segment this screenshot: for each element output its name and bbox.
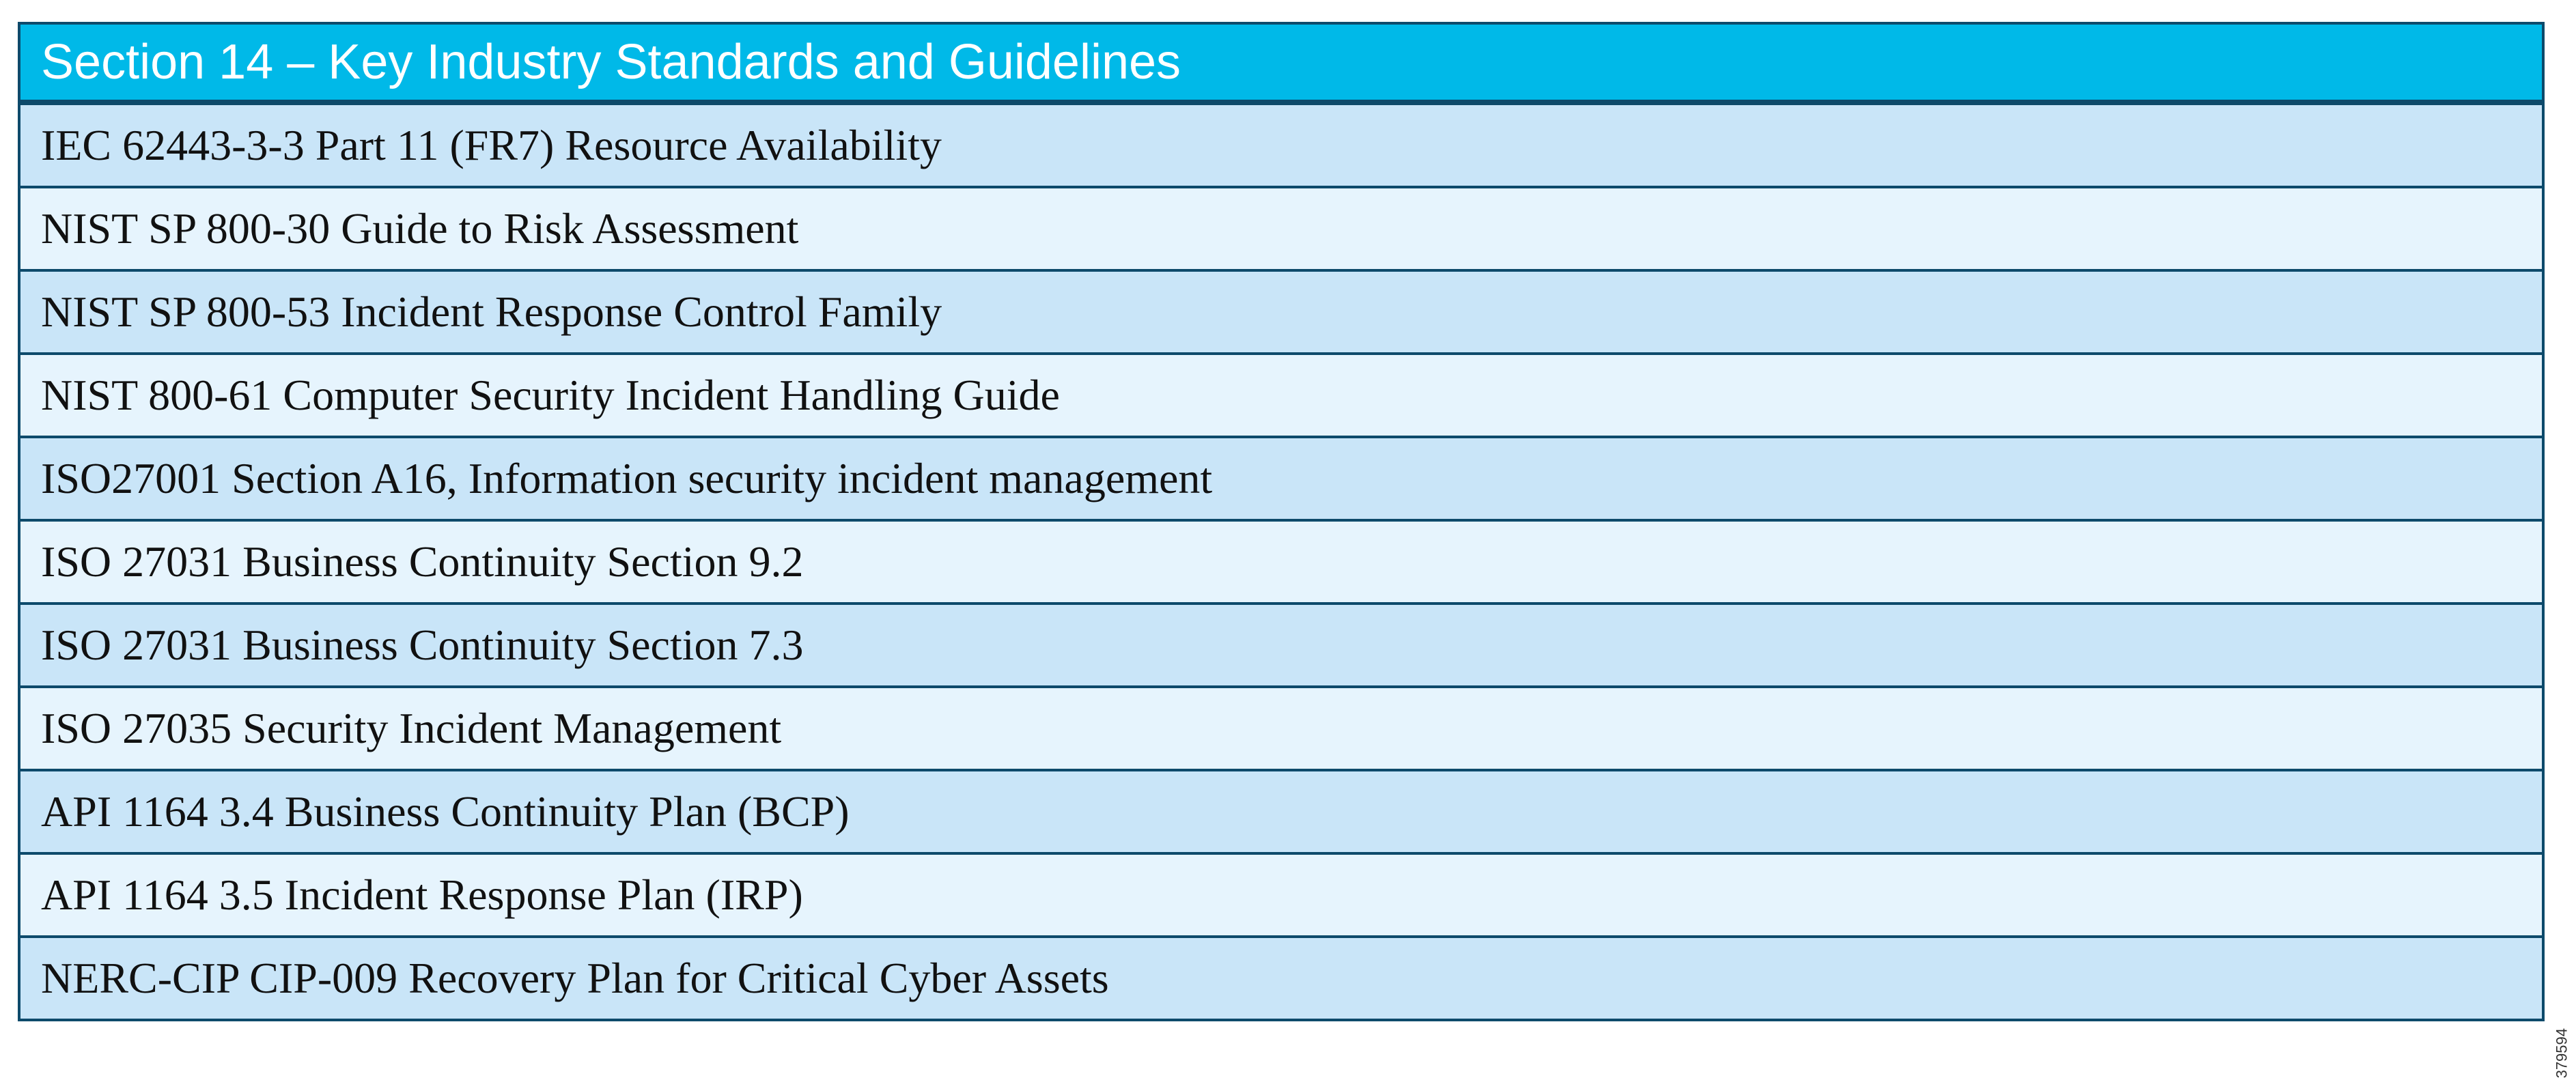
table-row [20,602,2542,685]
row-text: API 1164 3.4 Business Continuity Plan (BCP) [41,787,850,836]
row-text: ISO 27031 Business Continuity Section 7.3 [41,621,804,669]
row-text: ISO 27035 Security Incident Management [41,704,782,752]
table-row [20,935,2542,1019]
row-text: API 1164 3.5 Incident Response Plan (IRP) [41,870,803,919]
table-title: Section 14 – Key Industry Standards and Guidelines [41,35,1181,89]
figure-id: 379594 [2553,1028,2570,1078]
row-text: NIST SP 800-30 Guide to Risk Assessment [41,204,799,253]
table-row [20,685,2542,769]
table-row [20,269,2542,352]
row-text: NIST 800-61 Computer Security Incident Handling Guide [41,371,1060,419]
row-text: NERC-CIP CIP-009 Recovery Plan for Critical Cyber Assets [41,954,1109,1002]
table-header [20,25,2542,105]
row-text: IEC 62443-3-3 Part 11 (FR7) Resource Availability [41,121,942,169]
table-row [20,519,2542,602]
row-text: ISO27001 Section A16, Information security incident management [41,454,1213,502]
table-row [20,352,2542,436]
row-text: ISO 27031 Business Continuity Section 9.2 [41,537,804,586]
table-row [20,852,2542,935]
table-row [20,436,2542,519]
table-row [20,769,2542,852]
row-text: NIST SP 800-53 Incident Response Control Family [41,287,942,336]
table-row [20,105,2542,186]
standards-list [20,105,2542,1019]
standards-table [18,22,2545,1021]
table-row [20,186,2542,269]
